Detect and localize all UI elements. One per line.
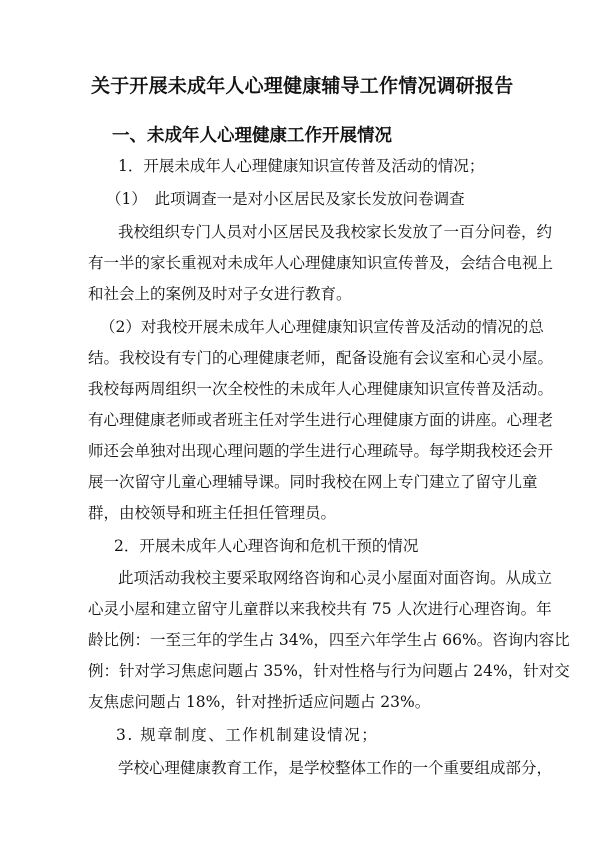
paragraph-line: 结。我校设有专门的心理健康老师，配备设施有会议室和心灵小屋。	[88, 349, 554, 367]
paragraph-line: 和社会上的案例及时对子女进行教育。	[88, 285, 352, 303]
document-title: 关于开展未成年人心理健康辅导工作情况调研报告	[91, 75, 514, 97]
paragraph-line: 有一半的家长重视对未成年人心理健康知识宣传普及，会结合电视上	[88, 254, 554, 272]
paragraph-line: 友焦虑问题占 18%，针对挫折适应问题占 23%。	[88, 693, 431, 711]
paragraph-line: 我校每两周组织一次全校性的未成年人心理健康知识宣传普及活动。	[88, 380, 554, 398]
paragraph-line: 此项活动我校主要采取网络咨询和心灵小屋面对面咨询。从成立	[118, 569, 553, 587]
item-heading: 2．开展未成年人心理咨询和危机干预的情况	[114, 537, 419, 555]
paragraph-line: 龄比例：一至三年的学生占 34%，四至六年学生占 66%。咨询内容比	[88, 631, 570, 649]
subitem-heading: （1） 此项调查一是对小区居民及家长发放问卷调查	[106, 190, 465, 208]
item-heading: 3. 规章制度、工作机制建设情况；	[116, 726, 379, 744]
paragraph-line: 有心理健康老师或者班主任对学生进行心理健康方面的讲座。心理老	[88, 411, 554, 429]
section-heading: 一、未成年人心理健康工作开展情况	[112, 126, 392, 146]
paragraph-line: 例：针对学习焦虑问题占 35%，针对性格与行为问题占 24%，针对交	[88, 662, 570, 680]
paragraph-line: 群，由校领导和班主任担任管理员。	[88, 504, 337, 522]
paragraph-line: 学校心理健康教育工作，是学校整体工作的一个重要组成部分，	[118, 759, 553, 777]
paragraph-line: 我校组织专门人员对小区居民及我校家长发放了一百分问卷，约	[118, 223, 553, 241]
paragraph-line: 心灵小屋和建立留守儿童群以来我校共有 75 人次进行心理咨询。年	[88, 600, 552, 618]
item-heading: 1．开展未成年人心理健康知识宣传普及活动的情况；	[118, 157, 485, 175]
paragraph-line: 展一次留守儿童心理辅导课。同时我校在网上专门建立了留守儿童	[88, 473, 538, 491]
paragraph-line: 师还会单独对出现心理问题的学生进行心理疏导。每学期我校还会开	[88, 442, 554, 460]
paragraph-line: （2）对我校开展未成年人心理健康知识宣传普及活动的情况的总	[100, 318, 544, 336]
